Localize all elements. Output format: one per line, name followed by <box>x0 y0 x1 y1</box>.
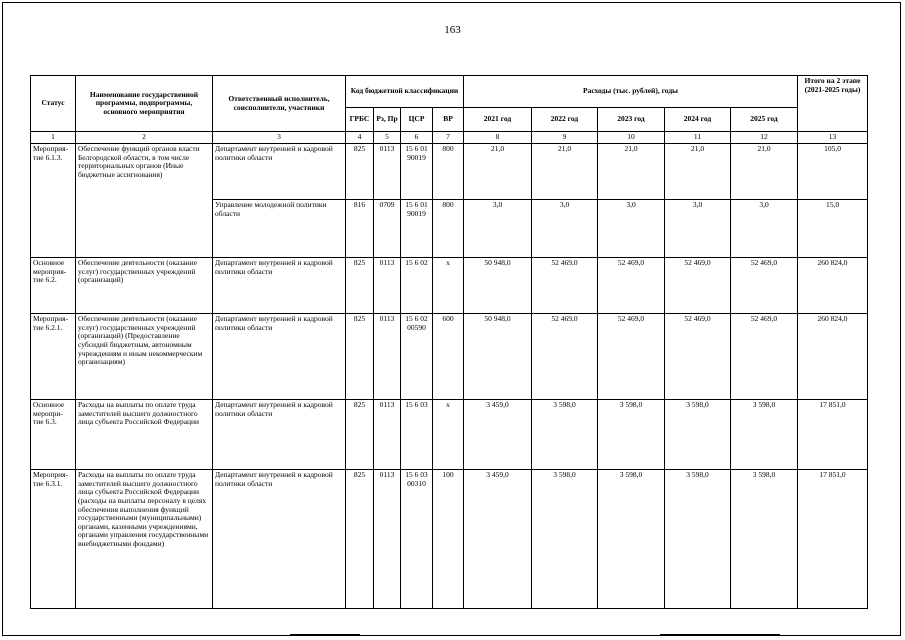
column-number: 7 <box>433 132 464 144</box>
row-csr: 15 6 03 <box>401 400 433 470</box>
row-grbs: 825 <box>346 314 374 400</box>
row-2022: 3 598,0 <box>532 400 598 470</box>
header-budget-code: Код бюджетной классификации <box>346 76 464 108</box>
row-2022: 3 598,0 <box>532 470 598 609</box>
row-vr: 800 <box>433 200 464 258</box>
header-rzpr: Рз, Пр <box>374 108 401 132</box>
row-vr: х <box>433 258 464 314</box>
header-2021: 2021 год <box>464 108 532 132</box>
row-2025: 3 598,0 <box>731 400 798 470</box>
row-vr: 100 <box>433 470 464 609</box>
row-2022: 21,0 <box>532 144 598 200</box>
row-name: Обеспечение функций органов власти Белгородской области, в том числе территориальных органов (Иные бюджетные ассигнования) <box>76 144 213 258</box>
row-responsible: Департамент внутренней и кадровой политики области <box>213 400 346 470</box>
row-2021: 3 459,0 <box>464 400 532 470</box>
header-status: Статус <box>31 76 76 132</box>
row-2021: 21,0 <box>464 144 532 200</box>
row-2023: 52 469,0 <box>598 258 665 314</box>
table-row <box>31 400 868 470</box>
row-name: Расходы на выплаты по оплате труда заместителей высшего должностного лица субъекта Российской Федерации (расходы на выплаты персоналу в целях обеспечения выполнения функций государственными (муниципальными) органами, казенными учреждениями, органами управления государственными внебюджетными фондами) <box>76 470 213 609</box>
row-total: 17 851,0 <box>798 470 868 609</box>
scan-artifact <box>660 634 780 636</box>
column-number: 12 <box>731 132 798 144</box>
row-2021: 3 459,0 <box>464 470 532 609</box>
header-total: Итого на 2 этапе (2021-2025 годы) <box>798 76 868 132</box>
row-grbs: 825 <box>346 470 374 609</box>
row-status: Мероприя-тие 6.1.3. <box>31 144 76 258</box>
row-vr: 600 <box>433 314 464 400</box>
row-2022: 52 469,0 <box>532 314 598 400</box>
column-number: 9 <box>532 132 598 144</box>
row-rzpr: 0113 <box>374 258 401 314</box>
column-number: 6 <box>401 132 433 144</box>
column-number: 13 <box>798 132 868 144</box>
row-grbs: 825 <box>346 400 374 470</box>
header-2024: 2024 год <box>665 108 731 132</box>
row-2024: 3,0 <box>665 200 731 258</box>
row-grbs: 825 <box>346 258 374 314</box>
row-grbs: 825 <box>346 144 374 200</box>
row-status: Мероприя-тие 6.2.1. <box>31 314 76 400</box>
row-2021: 50 948,0 <box>464 314 532 400</box>
scan-artifact <box>290 634 360 636</box>
table-row <box>31 258 868 314</box>
row-2025: 52 469,0 <box>731 314 798 400</box>
row-rzpr: 0113 <box>374 400 401 470</box>
row-vr: х <box>433 400 464 470</box>
column-number: 8 <box>464 132 532 144</box>
column-number: 4 <box>346 132 374 144</box>
row-rzpr: 0709 <box>374 200 401 258</box>
table-row <box>31 470 868 609</box>
row-2025: 3,0 <box>731 200 798 258</box>
row-2022: 52 469,0 <box>532 258 598 314</box>
row-total: 260 824,0 <box>798 314 868 400</box>
header-vr: ВР <box>433 108 464 132</box>
row-csr: 15 6 01 90019 <box>401 200 433 258</box>
column-number: 3 <box>213 132 346 144</box>
row-status: Мероприя-тие 6.3.1. <box>31 470 76 609</box>
row-grbs: 816 <box>346 200 374 258</box>
header-2023: 2023 год <box>598 108 665 132</box>
row-2023: 3,0 <box>598 200 665 258</box>
row-responsible: Департамент внутренней и кадровой политики области <box>213 470 346 609</box>
row-status: Основное мероприя-тие 6.2. <box>31 258 76 314</box>
row-responsible: Департамент внутренней и кадровой политики области <box>213 314 346 400</box>
header-name: Наименование государственной программы, подпрограммы, основного мероприятия <box>76 76 213 132</box>
row-name: Расходы на выплаты по оплате труда заместителей высшего должностного лица субъекта Российской Федерации <box>76 400 213 470</box>
row-csr: 15 6 02 <box>401 258 433 314</box>
row-total: 17 851,0 <box>798 400 868 470</box>
column-number-row <box>31 132 868 144</box>
column-number: 2 <box>76 132 213 144</box>
row-2024: 3 598,0 <box>665 470 731 609</box>
row-2023: 21,0 <box>598 144 665 200</box>
row-name: Обеспечение деятельности (оказание услуг) государственных учреждений (организаций) (Предоставление субсидий бюджетным, автономным учреждениям и иным некоммерческим организациям) <box>76 314 213 400</box>
page-number: 163 <box>444 24 461 36</box>
row-status: Основное меропри-тие 6.3. <box>31 400 76 470</box>
column-number: 10 <box>598 132 665 144</box>
row-2025: 3 598,0 <box>731 470 798 609</box>
row-2023: 3 598,0 <box>598 470 665 609</box>
header-expenses: Расходы (тыс. рублей), годы <box>464 76 798 108</box>
row-2024: 52 469,0 <box>665 314 731 400</box>
row-2021: 50 948,0 <box>464 258 532 314</box>
row-csr: 15 6 01 90019 <box>401 144 433 200</box>
row-rzpr: 0113 <box>374 144 401 200</box>
row-2025: 52 469,0 <box>731 258 798 314</box>
row-total: 105,0 <box>798 144 868 200</box>
header-2022: 2022 год <box>532 108 598 132</box>
row-responsible: Департамент внутренней и кадровой политики области <box>213 144 346 200</box>
table-row <box>31 144 868 200</box>
row-2021: 3,0 <box>464 200 532 258</box>
row-2025: 21,0 <box>731 144 798 200</box>
row-total: 15,0 <box>798 200 868 258</box>
column-number: 5 <box>374 132 401 144</box>
row-csr: 15 6 02 00590 <box>401 314 433 400</box>
row-responsible: Департамент внутренней и кадровой политики области <box>213 258 346 314</box>
row-rzpr: 0113 <box>374 314 401 400</box>
header-csr: ЦСР <box>401 108 433 132</box>
row-rzpr: 0113 <box>374 470 401 609</box>
column-number: 1 <box>31 132 76 144</box>
table-row <box>31 314 868 400</box>
header-responsible: Ответственный исполнитель, соисполнители, участники <box>213 76 346 132</box>
row-responsible: Управление молодежной политики области <box>213 200 346 258</box>
row-vr: 800 <box>433 144 464 200</box>
row-2024: 52 469,0 <box>665 258 731 314</box>
row-2023: 3 598,0 <box>598 400 665 470</box>
budget-table <box>30 75 868 609</box>
row-2024: 3 598,0 <box>665 400 731 470</box>
row-csr: 15 6 03 00310 <box>401 470 433 609</box>
header-grbs: ГРБС <box>346 108 374 132</box>
row-2022: 3,0 <box>532 200 598 258</box>
row-2024: 21,0 <box>665 144 731 200</box>
header-2025: 2025 год <box>731 108 798 132</box>
row-total: 260 824,0 <box>798 258 868 314</box>
row-name: Обеспечение деятельности (оказание услуг) государственных учреждений (организаций) <box>76 258 213 314</box>
column-number: 11 <box>665 132 731 144</box>
row-2023: 52 469,0 <box>598 314 665 400</box>
